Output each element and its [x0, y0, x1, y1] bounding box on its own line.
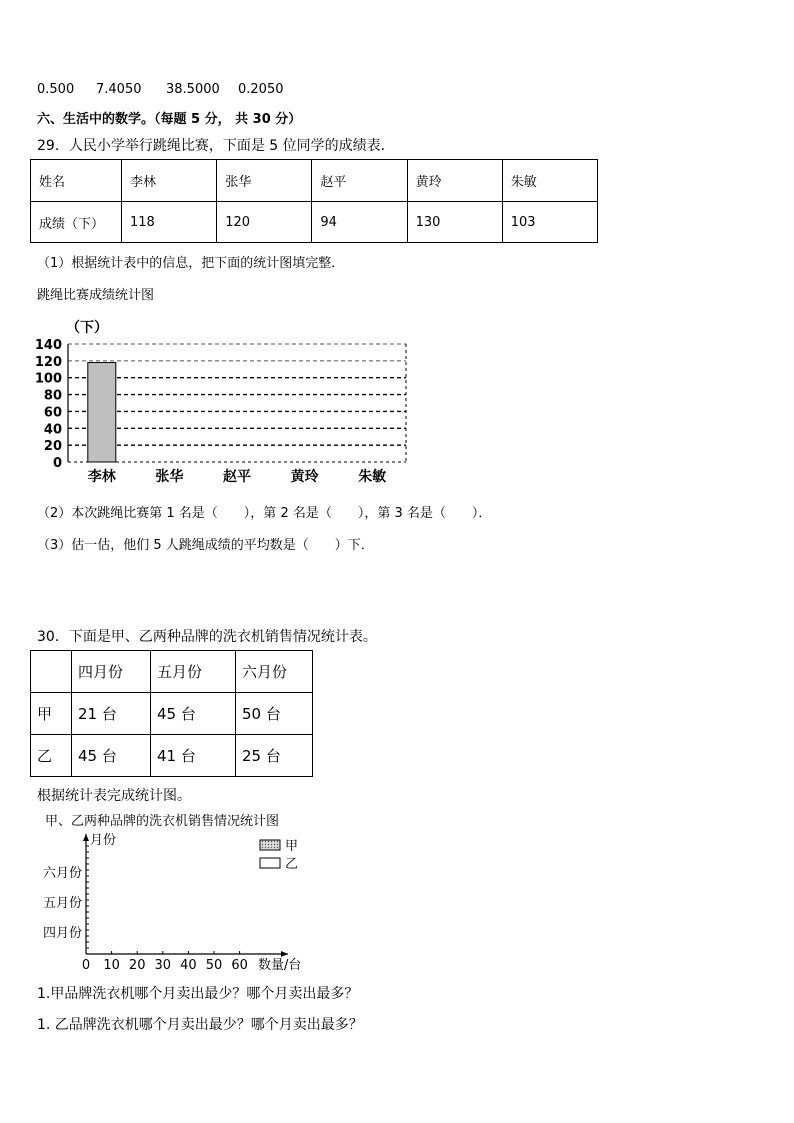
x-tick-label: 李林	[87, 469, 116, 485]
legend-swatch	[260, 840, 280, 850]
table-name-cell: 李林	[122, 160, 217, 202]
y-tick-label: 四月份	[42, 926, 82, 941]
table-score-cell: 118	[122, 202, 217, 243]
y-unit-label: （下）	[66, 320, 108, 336]
table-value-cell: 21 台	[72, 693, 151, 735]
x-tick-label: 20	[128, 958, 146, 973]
table-month-cell: 五月份	[151, 651, 236, 693]
table-header-cell: 姓名	[31, 160, 122, 202]
y-tick-label: 六月份	[42, 866, 82, 881]
table-corner-cell	[31, 651, 72, 693]
y-tick-label: 40	[43, 422, 62, 438]
y-tick-label: 0	[52, 456, 62, 471]
question-30-q1: 1.甲品牌洗衣机哪个月卖出最少？哪个月卖出最多？	[37, 986, 359, 1002]
table-name-cell: 赵平	[312, 160, 407, 202]
y-tick-label: 五月份	[42, 896, 82, 911]
x-tick-label: 50	[205, 958, 223, 973]
x-tick-label: 40	[180, 958, 197, 973]
score-table	[30, 159, 598, 243]
table-value-cell: 50 台	[236, 693, 313, 735]
legend-label: 乙	[285, 857, 299, 872]
x-axis-label: 数量/台	[258, 958, 302, 973]
washing-machine-bar-chart	[30, 828, 320, 976]
x-tick-label: 张华	[155, 469, 184, 485]
table-score-cell: 94	[312, 202, 407, 243]
x-tick-label: 60	[231, 958, 248, 973]
x-tick-label: 黄玲	[290, 469, 319, 485]
legend-swatch	[260, 858, 280, 868]
y-tick-label: 80	[43, 388, 62, 404]
y-tick-label: 60	[43, 405, 62, 421]
y-tick-label: 140	[34, 338, 62, 353]
y-tick-label: 120	[34, 354, 62, 370]
table-value-cell: 41 台	[151, 735, 236, 777]
table-month-cell: 四月份	[72, 651, 151, 693]
question-29-sub3: （3）估一估，他们 5 人跳绳成绩的平均数是（ ）下．	[37, 538, 374, 553]
question-29-sub1: （1）根据统计表中的信息，把下面的统计图填完整．	[37, 256, 345, 271]
x-tick-label: 朱敏	[358, 469, 387, 485]
y-axis-arrow	[83, 834, 89, 841]
y-tick-label: 20	[43, 439, 62, 455]
x-axis-arrow	[281, 951, 288, 957]
question-29-stem: 29．人民小学举行跳绳比赛，下面是 5 位同学的成绩表．	[37, 138, 395, 154]
jump-rope-bar-chart	[30, 312, 420, 492]
table-brand-cell: 乙	[31, 735, 72, 777]
answer-value: 0.2050	[238, 82, 284, 97]
table-score-cell: 130	[407, 202, 502, 243]
table-score-cell: 103	[502, 202, 597, 243]
x-tick-label: 0	[81, 958, 91, 973]
table-brand-cell: 甲	[31, 693, 72, 735]
y-tick-label: 100	[34, 371, 62, 387]
table-name-cell: 张华	[217, 160, 312, 202]
question-29-sub2: （2）本次跳绳比赛第 1 名是（ ），第 2 名是（ ），第 3 名是（ ）．	[37, 506, 492, 521]
y-axis-label: 月份	[90, 833, 117, 848]
legend-label: 甲	[285, 839, 299, 854]
table-value-cell: 45 台	[151, 693, 236, 735]
sales-table	[30, 650, 313, 777]
table-value-cell: 25 台	[236, 735, 313, 777]
answer-value: 38.5000	[166, 82, 220, 97]
table-value-cell: 45 台	[72, 735, 151, 777]
answer-value: 7.4050	[96, 82, 142, 97]
question-30-stem: 30．下面是甲、乙两种品牌的洗衣机销售情况统计表。	[37, 629, 377, 645]
bar	[88, 363, 116, 462]
chart-title: 甲、乙两种品牌的洗衣机销售情况统计图	[45, 814, 280, 829]
chart-title: 跳绳比赛成绩统计图	[37, 288, 155, 303]
table-name-cell: 黄玲	[407, 160, 502, 202]
x-tick-label: 30	[154, 958, 172, 973]
answer-value: 0.500	[37, 82, 75, 97]
x-tick-label: 10	[103, 958, 120, 973]
question-30-instruction: 根据统计表完成统计图。	[37, 788, 191, 804]
table-score-cell: 120	[217, 202, 312, 243]
section-title: 六、生活中的数学。（每题 5 分， 共 30 分）	[37, 112, 302, 127]
table-month-cell: 六月份	[236, 651, 313, 693]
x-tick-label: 赵平	[223, 469, 251, 485]
table-row-label: 成绩（下）	[31, 202, 122, 243]
table-name-cell: 朱敏	[502, 160, 597, 202]
question-30-q2: 1. 乙品牌洗衣机哪个月卖出最少？哪个月卖出最多？	[37, 1017, 363, 1033]
